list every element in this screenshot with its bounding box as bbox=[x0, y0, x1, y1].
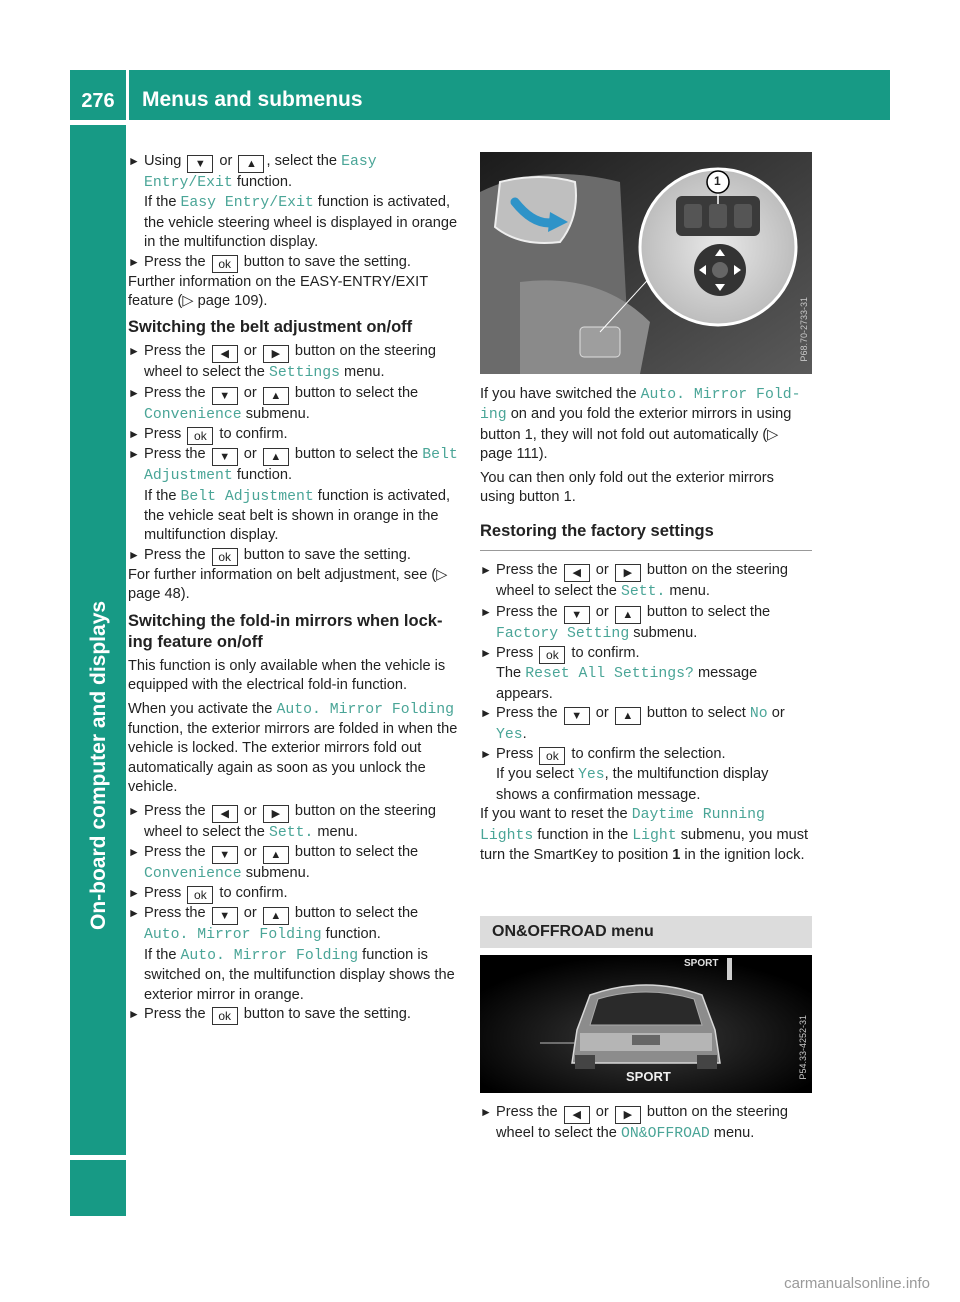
page-title: Menus and submenus bbox=[142, 88, 363, 111]
up-key-icon: ▲ bbox=[263, 448, 289, 466]
display-text: Settings bbox=[268, 365, 340, 382]
step-arrow-icon: ► bbox=[480, 706, 492, 721]
step-arrow-icon: ► bbox=[128, 906, 140, 921]
step-arrow-icon: ► bbox=[128, 427, 140, 442]
step: ► Press ok to confirm. The Reset All Settings? message appears. bbox=[480, 645, 758, 702]
sport-mode-display bbox=[480, 955, 812, 1093]
step-arrow-icon: ► bbox=[128, 254, 140, 269]
left-key-icon: ◀ bbox=[564, 564, 590, 582]
step-arrow-icon: ► bbox=[128, 154, 140, 168]
up-key-icon: ▲ bbox=[615, 707, 641, 725]
ok-key-icon: ok bbox=[539, 646, 565, 664]
ok-key-icon: ok bbox=[187, 886, 213, 904]
display-text: Daytime Running Lights bbox=[480, 807, 765, 844]
callout-label: 1 bbox=[714, 174, 721, 188]
down-key-icon: ▼ bbox=[212, 387, 238, 405]
down-key-icon: ▼ bbox=[564, 707, 590, 725]
paragraph: If you want to reset the Daytime Running Lights function in the Light submenu, you must turn the SmartKey to position 1 in the ignition lock. bbox=[480, 806, 809, 864]
step: ► Press the ◀ or ▶ button on the steering wheel to select the Settings menu. bbox=[128, 343, 437, 382]
step-arrow-icon: ► bbox=[480, 563, 492, 578]
paragraph: When you activate the Auto. Mirror Folding function, the exterior mirrors are folded in when the vehicle is locked. The exterior mirrors fold out automatically again as soon as you unlock the vehicle. bbox=[128, 700, 458, 796]
display-text: Auto. Mirror Folding bbox=[480, 387, 801, 424]
display-text: Easy Entry/Exit bbox=[180, 195, 314, 212]
display-text: Auto. Mirror Folding bbox=[276, 701, 455, 718]
ok-key-icon: ok bbox=[212, 1007, 238, 1025]
right-column-text bbox=[480, 385, 812, 870]
right-key-icon: ▶ bbox=[615, 564, 641, 582]
display-text: Sett. bbox=[620, 584, 666, 601]
step: ► Press the ◀ or ▶ button on the steering wheel to select the Sett. menu. bbox=[480, 562, 789, 601]
display-text: Easy Entry/Exit bbox=[144, 154, 377, 191]
up-key-icon: ▲ bbox=[238, 155, 264, 173]
mode-label-top: SPORT bbox=[684, 958, 719, 969]
section-heading-belt: Switching the belt adjustment on/off bbox=[128, 318, 413, 337]
step: ► Press the ▼ or ▲ button to select the Factory Setting submenu. bbox=[480, 603, 771, 642]
down-key-icon: ▼ bbox=[212, 846, 238, 864]
mode-label-bottom: SPORT bbox=[626, 1069, 671, 1084]
mirror-control-illustration bbox=[480, 152, 812, 374]
callout-ref: 1 bbox=[563, 489, 572, 506]
step-arrow-icon: ► bbox=[128, 886, 140, 901]
display-text: Sett. bbox=[268, 824, 314, 841]
right-key-icon: ▶ bbox=[615, 1106, 641, 1124]
step-arrow-icon: ► bbox=[480, 747, 492, 762]
figure-reference: P68.70-2733-31 bbox=[799, 297, 809, 362]
up-key-icon: ▲ bbox=[263, 387, 289, 405]
display-text: Yes bbox=[496, 727, 523, 744]
step: ► Press ok to confirm the selection. If you select Yes, the multifunction display shows a confirmation message. bbox=[480, 746, 769, 803]
paragraph: For further information on belt adjustment, see (▷ page 48). bbox=[128, 566, 448, 603]
section-heading-factory: Restoring the factory settings bbox=[480, 522, 714, 541]
up-key-icon: ▲ bbox=[615, 606, 641, 624]
step: ► Press ok to confirm. bbox=[128, 426, 288, 444]
step: ► Press the ▼ or ▲ button to select the Auto. Mirror Folding function. If the Auto. Mirror Folding function is switched on, the multifunction display shows the exterior mirror in orange. bbox=[128, 905, 455, 1003]
left-column bbox=[128, 152, 461, 1025]
step: ► Press the ▼ or ▲ button to select No or Yes. bbox=[480, 705, 785, 744]
step: ► Press the ok button to save the setting. bbox=[128, 546, 411, 564]
step-save: ► Press the ok button to save the setting. bbox=[128, 253, 411, 271]
step: ► Press the ◀ or ▶ button on the steering wheel to select the Sett. menu. bbox=[128, 802, 437, 841]
step: ► Press the ▼ or ▲ button to select the Convenience submenu. bbox=[128, 843, 419, 882]
step-arrow-icon: ► bbox=[128, 844, 140, 859]
display-text: No bbox=[749, 706, 768, 723]
up-key-icon: ▲ bbox=[263, 907, 289, 925]
step-arrow-icon: ► bbox=[128, 547, 140, 562]
step: ► Press the ◀ or ▶ button on the steering wheel to select the ON&OFFROAD menu. bbox=[480, 1104, 789, 1142]
watermark: carmanualsonline.info bbox=[784, 1275, 930, 1292]
left-key-icon: ◀ bbox=[212, 345, 238, 363]
section-rule bbox=[480, 550, 812, 551]
display-text: Convenience bbox=[144, 865, 242, 882]
step-arrow-icon: ► bbox=[480, 1105, 492, 1119]
left-key-icon: ◀ bbox=[564, 1106, 590, 1124]
display-text: Light bbox=[632, 827, 677, 844]
onoffroad-steps bbox=[480, 1103, 812, 1144]
step-arrow-icon: ► bbox=[128, 1006, 140, 1021]
down-key-icon: ▼ bbox=[212, 907, 238, 925]
ok-key-icon: ok bbox=[212, 548, 238, 566]
display-text: Belt Adjustment bbox=[144, 447, 458, 485]
step-arrow-icon: ► bbox=[128, 385, 140, 400]
up-key-icon: ▲ bbox=[263, 846, 289, 864]
step: ► Press ok to confirm. bbox=[128, 885, 288, 903]
step-arrow-icon: ► bbox=[128, 344, 140, 359]
display-text: Factory Setting bbox=[496, 625, 630, 642]
step-arrow-icon: ► bbox=[480, 604, 492, 619]
paragraph: If you have switched the Auto. Mirror Folding on and you fold the exterior mirrors in using button 1, they will not fold out automatically (▷ page 111). bbox=[480, 386, 801, 463]
display-text: Yes bbox=[577, 767, 605, 784]
step: ► Press the ▼ or ▲ button to select the Convenience submenu. bbox=[128, 384, 419, 423]
step: ► Press the ok button to save the setting. bbox=[128, 1005, 411, 1023]
display-text: ON&OFFROAD bbox=[620, 1126, 710, 1142]
side-marker bbox=[70, 1160, 126, 1216]
display-text: Auto. Mirror Folding bbox=[144, 927, 322, 944]
down-key-icon: ▼ bbox=[564, 606, 590, 624]
step: ► Press the ▼ or ▲ button to select the Belt Adjustment function. If the Belt Adjustment function is activated, the vehicle seat belt is shown in orange in the multifunction display. bbox=[128, 446, 458, 544]
right-key-icon: ▶ bbox=[263, 805, 289, 823]
left-key-icon: ◀ bbox=[212, 805, 238, 823]
chapter-label: On-board computer and displays bbox=[87, 600, 110, 930]
display-text: Belt Adjustment bbox=[180, 488, 314, 505]
down-key-icon: ▼ bbox=[187, 155, 213, 173]
step-arrow-icon: ► bbox=[128, 803, 140, 818]
ok-key-icon: ok bbox=[539, 747, 565, 765]
paragraph: Further information on the EASY-ENTRY/EXIT feature (▷ page 109). bbox=[128, 273, 428, 310]
step-easy-entry: ► Using ▼ or ▲ , select the Easy Entry/Exit function. If the Easy Entry/Exit function is activated, the vehicle steering wheel is displayed in orange in the multifunction display. bbox=[128, 153, 458, 251]
right-key-icon: ▶ bbox=[263, 345, 289, 363]
page-number: 276 bbox=[81, 90, 115, 112]
down-key-icon: ▼ bbox=[212, 448, 238, 466]
paragraph: This function is only available when the vehicle is equipped with the electrical fold-in function. bbox=[128, 657, 446, 694]
figure-reference: P54.33-4252-31 bbox=[798, 1015, 808, 1080]
display-text: Auto. Mirror Folding bbox=[180, 947, 359, 964]
step-arrow-icon: ► bbox=[128, 447, 140, 462]
display-text: Reset All Settings? bbox=[525, 666, 694, 683]
mirror-control-photo bbox=[480, 152, 812, 374]
callout-ref: 1 bbox=[524, 426, 533, 443]
paragraph: You can then only fold out the exterior mirrors using button 1. bbox=[480, 469, 774, 506]
ok-key-icon: ok bbox=[212, 255, 238, 273]
section-heading-onoffroad: ON&OFFROAD menu bbox=[480, 916, 812, 948]
ok-key-icon: ok bbox=[187, 427, 213, 445]
display-text: Convenience bbox=[144, 406, 242, 423]
header-divider bbox=[126, 70, 129, 120]
step-arrow-icon: ► bbox=[480, 646, 492, 661]
section-heading-mirrors: Switching the fold-in mirrors when locking feature on/off bbox=[128, 611, 443, 651]
